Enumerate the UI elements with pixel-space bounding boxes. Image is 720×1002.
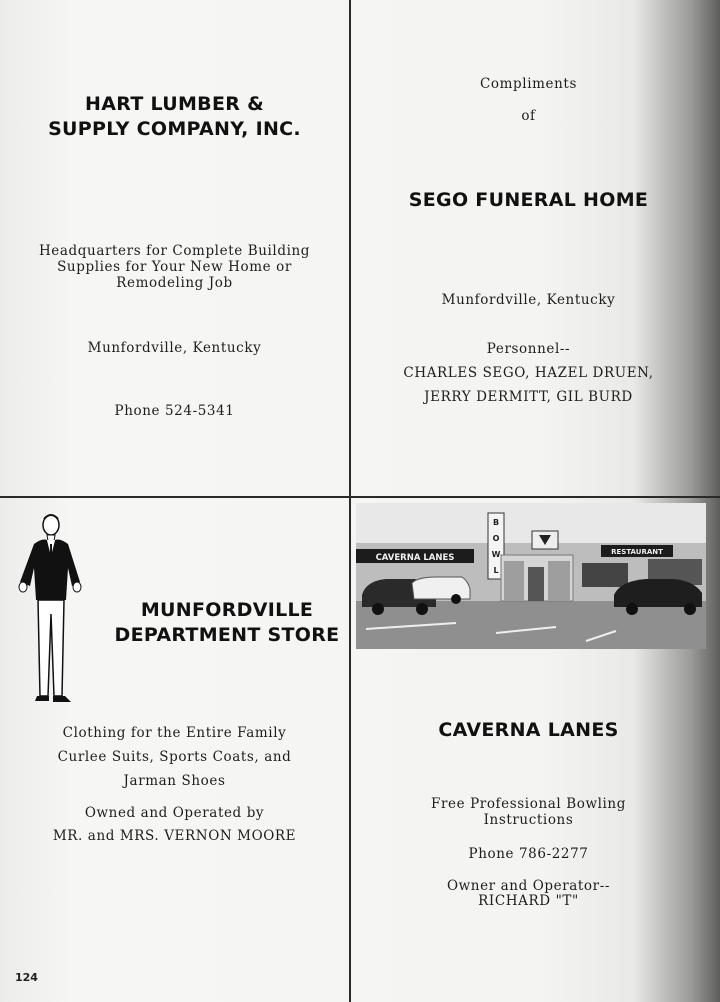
- sego-compliments: Compliments: [480, 76, 577, 92]
- page-number: 124: [15, 971, 38, 984]
- sego-of: of: [521, 108, 536, 124]
- hart-desc-line2: Supplies for Your New Home or: [57, 259, 292, 275]
- caverna-owner-label: Owner and Operator--: [446, 878, 611, 894]
- dept-line4: Owned and Operated by: [84, 805, 265, 821]
- dept-owners: MR. and MRS. VERNON MOORE: [52, 828, 297, 844]
- photo-bowl-letter-o: O: [492, 534, 500, 543]
- sego-city: Munfordville, Kentucky: [441, 292, 616, 308]
- dept-line1: Clothing for the Entire Family: [62, 725, 287, 741]
- bowling-alley-photo: [356, 503, 706, 649]
- dept-line3: Jarman Shoes: [123, 773, 226, 789]
- dept-line2: Curlee Suits, Sports Coats, and: [57, 749, 292, 765]
- caverna-owner-name: RICHARD "T": [478, 893, 579, 909]
- dept-title-line1: MUNFORDVILLE: [140, 599, 314, 621]
- photo-bowl-letter-w: W: [491, 550, 501, 559]
- caverna-line2: Instructions: [483, 812, 574, 828]
- hart-desc-line3: Remodeling Job: [116, 275, 233, 291]
- caverna-phone: Phone 786-2277: [468, 846, 589, 862]
- caverna-line1: Free Professional Bowling: [431, 796, 626, 812]
- suited-man-illustration: [14, 510, 86, 710]
- hart-description: [0, 243, 349, 291]
- photo-bowl-letter-b: B: [492, 518, 500, 527]
- hart-city: Munfordville, Kentucky: [87, 340, 262, 356]
- hart-phone: Phone 524-5341: [114, 403, 235, 419]
- sego-funeral-home-title: SEGO FUNERAL HOME: [408, 189, 649, 211]
- photo-caverna-sign: CAVERNA LANES: [375, 553, 455, 563]
- horizontal-divider: [0, 496, 720, 498]
- hart-lumber-title: [0, 92, 349, 142]
- photo-restaurant-sign: RESTAURANT: [611, 548, 663, 556]
- dept-title-line2: DEPARTMENT STORE: [114, 624, 340, 646]
- sego-names-line1: CHARLES SEGO, HAZEL DRUEN,: [403, 365, 654, 381]
- sego-names-line2: JERRY DERMITT, GIL BURD: [424, 389, 633, 405]
- hart-title-line2: SUPPLY COMPANY, INC.: [48, 118, 301, 140]
- caverna-instructions: [351, 796, 706, 828]
- department-store-title: [112, 598, 342, 648]
- hart-title-line1: HART LUMBER &: [85, 93, 264, 115]
- photo-bowl-letter-l: L: [493, 566, 499, 575]
- hart-desc-line1: Headquarters for Complete Building: [38, 243, 311, 259]
- caverna-lanes-title: CAVERNA LANES: [438, 719, 619, 741]
- sego-personnel-label: Personnel--: [486, 341, 571, 357]
